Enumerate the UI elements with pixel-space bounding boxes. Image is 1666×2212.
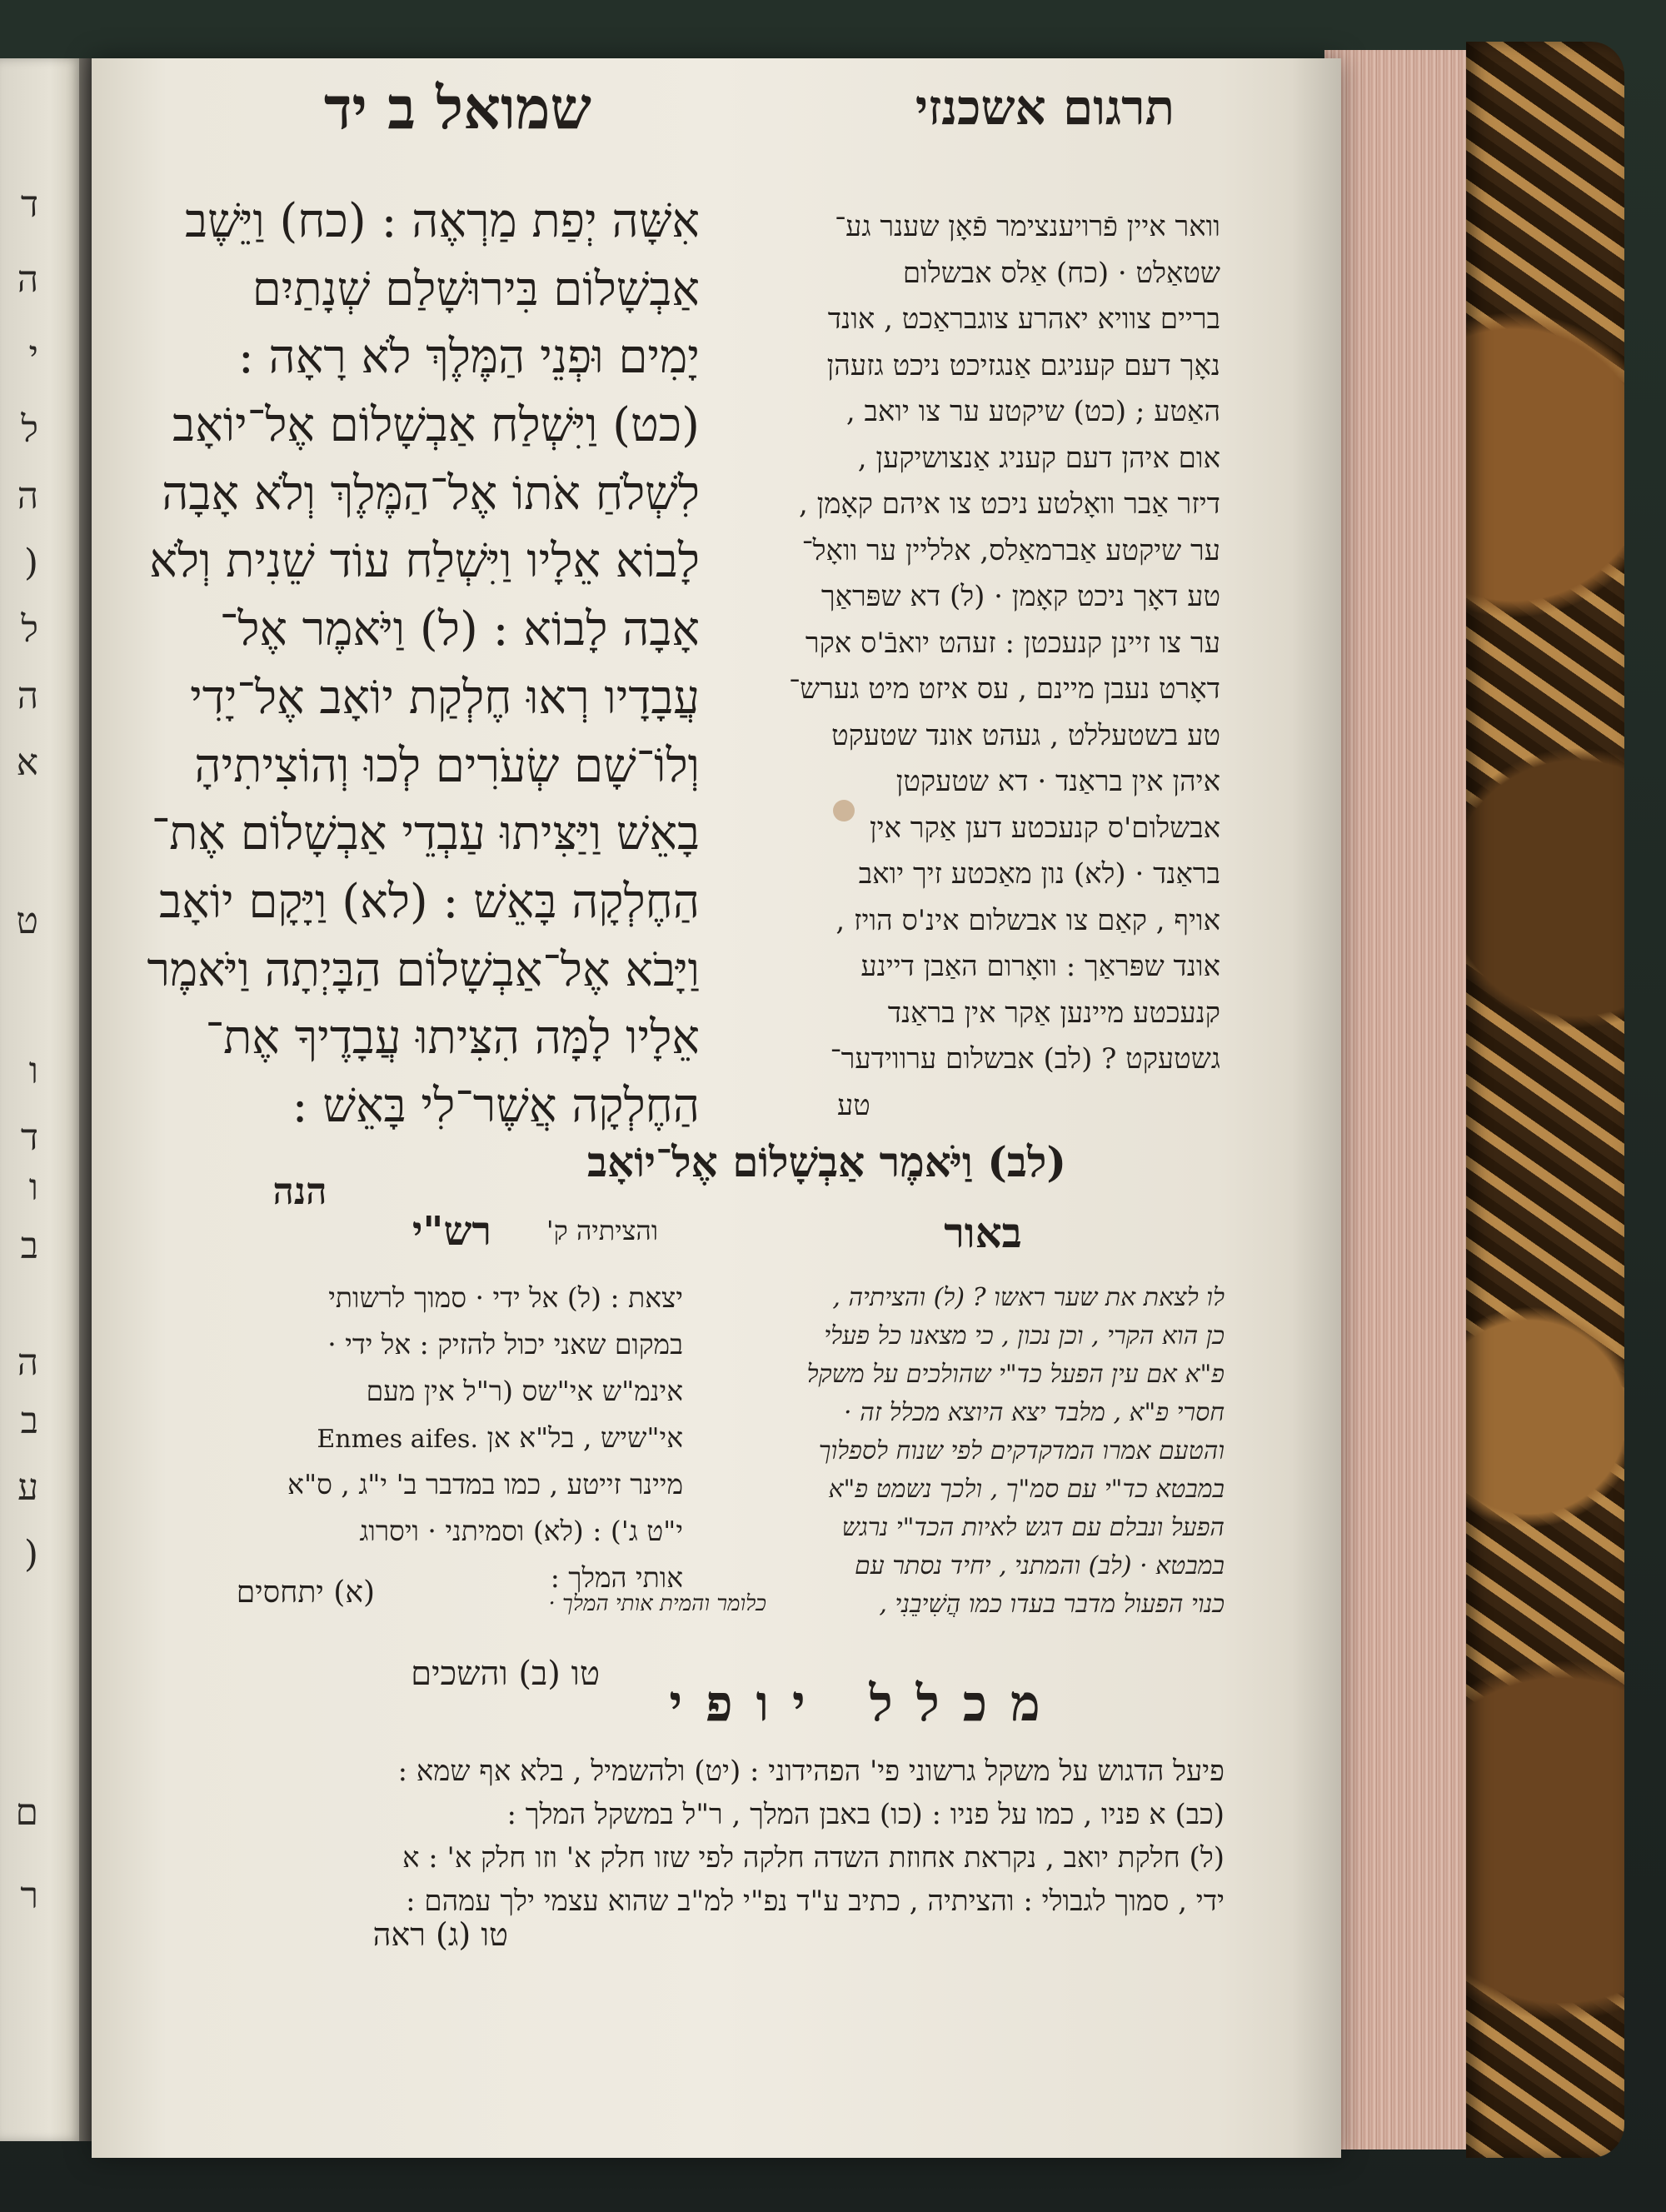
yiddish-line: דאָרט נעבן מיינם , עס איזט מיט גערש־ — [789, 672, 1220, 706]
hebrew-line: יָמִים וּפְנֵי הַמֶּלֶךְ לֹא רָאָה : — [237, 330, 700, 385]
latin-gloss: Enmes aifes. — [317, 1425, 478, 1454]
yiddish-line: בראַנד · (לא) נון מאַכטע זיך יואב — [858, 857, 1220, 891]
heading-biur: באור — [944, 1208, 1022, 1257]
running-head-targum: תרגום אשכנזי — [915, 79, 1175, 136]
hebrew-line: וַיָּבֹא אֶל־אַבְשָׁלוֹם הַבָּיְתָה וַיֹּאמֶר — [147, 942, 700, 997]
rashi-line: במקום שאני יכול להזיק : אל ידי · — [327, 1328, 683, 1361]
page-shade — [1291, 58, 1341, 2158]
continuation-line: (לב) וַיֹּאמֶר אַבְשָׁלוֹם אֶל־יוֹאָב — [587, 1137, 1066, 1186]
facing-page — [0, 58, 83, 2141]
yiddish-line: אונד שפּראַך : וואָרום האַבן דיינע — [860, 950, 1220, 983]
facing-page-char: ה — [17, 475, 38, 517]
yiddish-line: טע — [837, 1088, 870, 1122]
mikhlal-line: (ל) חלקת יואב , נקראת אחוזת השדה חלקה לפי שזו חלק א' וזו חלק א' : א — [402, 1841, 1225, 1875]
yiddish-line: איהן אין בראַנד · דא שטעקטן — [895, 765, 1220, 798]
yiddish-line: וואר איין פֿרויענצימר פֿאָן שענר גע־ — [835, 210, 1220, 243]
facing-page-char: ( — [23, 1533, 38, 1575]
heading-hene: הנה — [272, 1171, 327, 1213]
hebrew-line: אֵלָיו לָמָּה הִצִּיתוּ עֲבָדֶיךָ אֶת־ — [205, 1011, 700, 1066]
facing-page-char: ד — [20, 183, 38, 226]
hebrew-line: לִשְׁלֹחַ אֹתוֹ אֶל־הַמֶּלֶךְ וְלֹא אָבָה — [162, 466, 700, 521]
biur-line: והטעם אמרו המדקדקים לפי שנוח לספלוך — [818, 1436, 1225, 1466]
facing-page-char: ל — [21, 608, 38, 651]
facing-page-char: י — [28, 333, 38, 376]
rashi-reference: והציתיה ק' — [546, 1215, 658, 1246]
facing-page-char: ( — [23, 542, 38, 584]
hebrew-line: וְלוֹ־שָׁם שְׂעֹרִים לְכוּ וְהוֹצִיתִיהָ — [194, 738, 700, 793]
yiddish-line: נאָך דעם קעניגם אַנגזיכט ניכט גזעהן — [826, 348, 1220, 382]
yiddish-line: אבשלום'ס קנעכטע דען אַקר אין — [869, 811, 1220, 845]
rashi-line: י"ט ג') : (לא) וסמיתני · ויסרוג — [359, 1515, 683, 1547]
hebrew-line: אַבְשָׁלוֹם בִּירוּשָׁלַם שְׁנָתַיִם — [252, 262, 700, 317]
yiddish-line: אום איהן דעם קעניג אַנצושיקען , — [857, 441, 1220, 475]
biur-line: פ"א אם עין הפעל כד"י שהולכים על משקל — [806, 1360, 1225, 1389]
rashi-line — [133, 1415, 683, 1461]
yiddish-line: ער שיקטע אַברמאַלס, אלליין ער וואָל־ — [801, 533, 1220, 567]
facing-page-char: ט — [16, 900, 38, 942]
mikhlal-yofi-notes — [167, 1750, 1225, 1923]
rashi-line: אינמ"ש אי"שס (ר"ל אין מעם — [366, 1375, 683, 1407]
rashi-line: אותי המלך : — [550, 1561, 683, 1594]
yiddish-line: דיזר אַבר וואָלטע ניכט צו איהם קאָמן , — [798, 487, 1220, 521]
facing-page-char: ה — [17, 258, 38, 301]
hebrew-line: עֲבָדָיו רְאוּ חֶלְקַת יוֹאָב אֶל־יָדִי — [190, 670, 700, 725]
rashi-line: יצאת : (ל) אל ידי · סמוך לרשותי — [328, 1281, 683, 1314]
footnote-a: (א) יתחסים — [236, 1575, 375, 1610]
yiddish-line: קנעכטע מיינען אַקר אין בראַנד — [887, 996, 1220, 1030]
facing-page-char: ה — [17, 675, 38, 717]
facing-page-char: א — [16, 741, 38, 784]
facing-page-char: ו — [28, 1050, 38, 1092]
facing-page-char: ה — [17, 1341, 38, 1384]
yiddish-line: אויף , קאַם צו אבשלום אינ'ס הויז , — [835, 903, 1220, 937]
yiddish-line: האַטע ; (כט) שיקטע ער צו יואב , — [845, 395, 1220, 428]
yiddish-translation-column — [721, 204, 1220, 1129]
biur-line: כנוי הפעול מדבר בעדו כמו הֲשִׁיבֵנִי , — [879, 1590, 1225, 1619]
running-head-book: שמואל ב יד — [323, 73, 591, 142]
mikhlal-line: ידי , סמוך לגבולי : והציתיה , כתיב ע"ד נפ"י למ"ב שהוא עצמי ילך עמהם : — [406, 1885, 1225, 1918]
facing-page-char: ע — [17, 1466, 38, 1509]
yiddish-line: שטאַלט · (כח) אַלס אבשלום — [902, 256, 1220, 290]
biur-closing-line: כלומר והמית אותי המלך · — [548, 1591, 766, 1616]
facing-page-char: ם — [15, 1791, 38, 1834]
biur-line: לו לצאת את שער ראשו ? (ל) והציתיה , — [832, 1283, 1225, 1312]
facing-page-char: ר — [20, 1875, 38, 1917]
facing-page-char: ו — [28, 1166, 38, 1209]
hebrew-line: לָבוֹא אֵלָיו וַיִּשְׁלַח עוֹד שֵׁנִית וְלֹא — [149, 534, 700, 589]
facing-page-char: ל — [21, 408, 38, 451]
yiddish-line: ער צו זיינן קנעכטן : זעהט יואבֿ'ס אקר — [805, 626, 1220, 660]
catchword: טו (ב) והשכים — [411, 1655, 600, 1693]
hebrew-line: הַחֶלְקָה בָּאֵשׁ : (לא) וַיָּקָם יוֹאָב — [159, 874, 700, 929]
hebrew-line: אָבָה לָבוֹא : (ל) וַיֹּאמֶר אֶל־ — [219, 602, 700, 657]
biur-line: הפעל ונבלם עם דגש לאיות הכד"י נרגש — [841, 1513, 1225, 1542]
biur-line: כן הוא הקרי , וכן נכון , כי מצאנו כל פעלי — [824, 1321, 1225, 1351]
mikhlal-yofi-heading: מכלל יופי — [669, 1675, 1064, 1733]
yiddish-line: טע בשטעללט , געהט אונד שטעקט — [831, 718, 1220, 752]
biur-commentary-column — [691, 1279, 1225, 1624]
facing-page-char: ב — [20, 1225, 38, 1267]
mikhlal-line: פיעל הדגוש על משקל גרשוני פי' הפהידוני : (יט) ולהשמיל , בלא אף שמא : — [397, 1755, 1225, 1788]
yiddish-line: טע דאָך ניכט קאָמן · (ל) דא שפּראַך — [821, 580, 1220, 613]
rashi-line: מיינר זייטע , כמו במדבר ב' י"ג , ס"א — [287, 1468, 683, 1500]
mikhlal-line: (כב) א פניו , כמו על פניו : (כו) באבן המלך , ר"ל במשקל המלך : — [506, 1798, 1225, 1831]
biur-line: במבטא · (לב) והמתני , יחיד נסתר עם — [854, 1551, 1225, 1580]
hebrew-line: הַחֶלְקָה אֲשֶׁר־לִי בָּאֵשׁ : — [292, 1078, 700, 1133]
yiddish-line: גשטעקט ? (לב) אבשלום ערווידער־ — [830, 1042, 1220, 1076]
hebrew-scripture-column — [133, 187, 700, 1141]
biur-line: במבטא כד"י עם סמ"ך , ולכך נשמט פ"א — [828, 1475, 1225, 1504]
rashi-line-text: אי"שיש , בל"א אן — [486, 1421, 683, 1454]
hebrew-line: (כט) וַיִּשְׁלַח אַבְשָׁלוֹם אֶל־יוֹאָב — [172, 398, 700, 453]
facing-page-char: ב — [20, 1400, 38, 1442]
hebrew-line: אִשָּׁה יְפַת מַרְאֶה : (כח) וַיֵּשֶׁב — [185, 194, 700, 248]
facing-page-char: ד — [20, 1116, 38, 1159]
yiddish-line: בריים צוויא יאהרע צוגבראַכט , אונד — [827, 302, 1220, 336]
biur-line: חסרי פ"א , מלבד יצא היוצא מכלל זה · — [844, 1398, 1225, 1427]
foxing-stain — [833, 800, 855, 821]
marbled-cover — [1466, 42, 1624, 2158]
rashi-commentary-column — [133, 1275, 683, 1601]
hebrew-line: בָאֵשׁ וַיַּצִּיתוּ עַבְדֵי אַבְשָׁלוֹם אֶת־ — [151, 806, 700, 861]
bottom-catchword: טו (ג) ראה — [372, 1916, 508, 1953]
heading-rashi: רש"י — [412, 1208, 491, 1255]
